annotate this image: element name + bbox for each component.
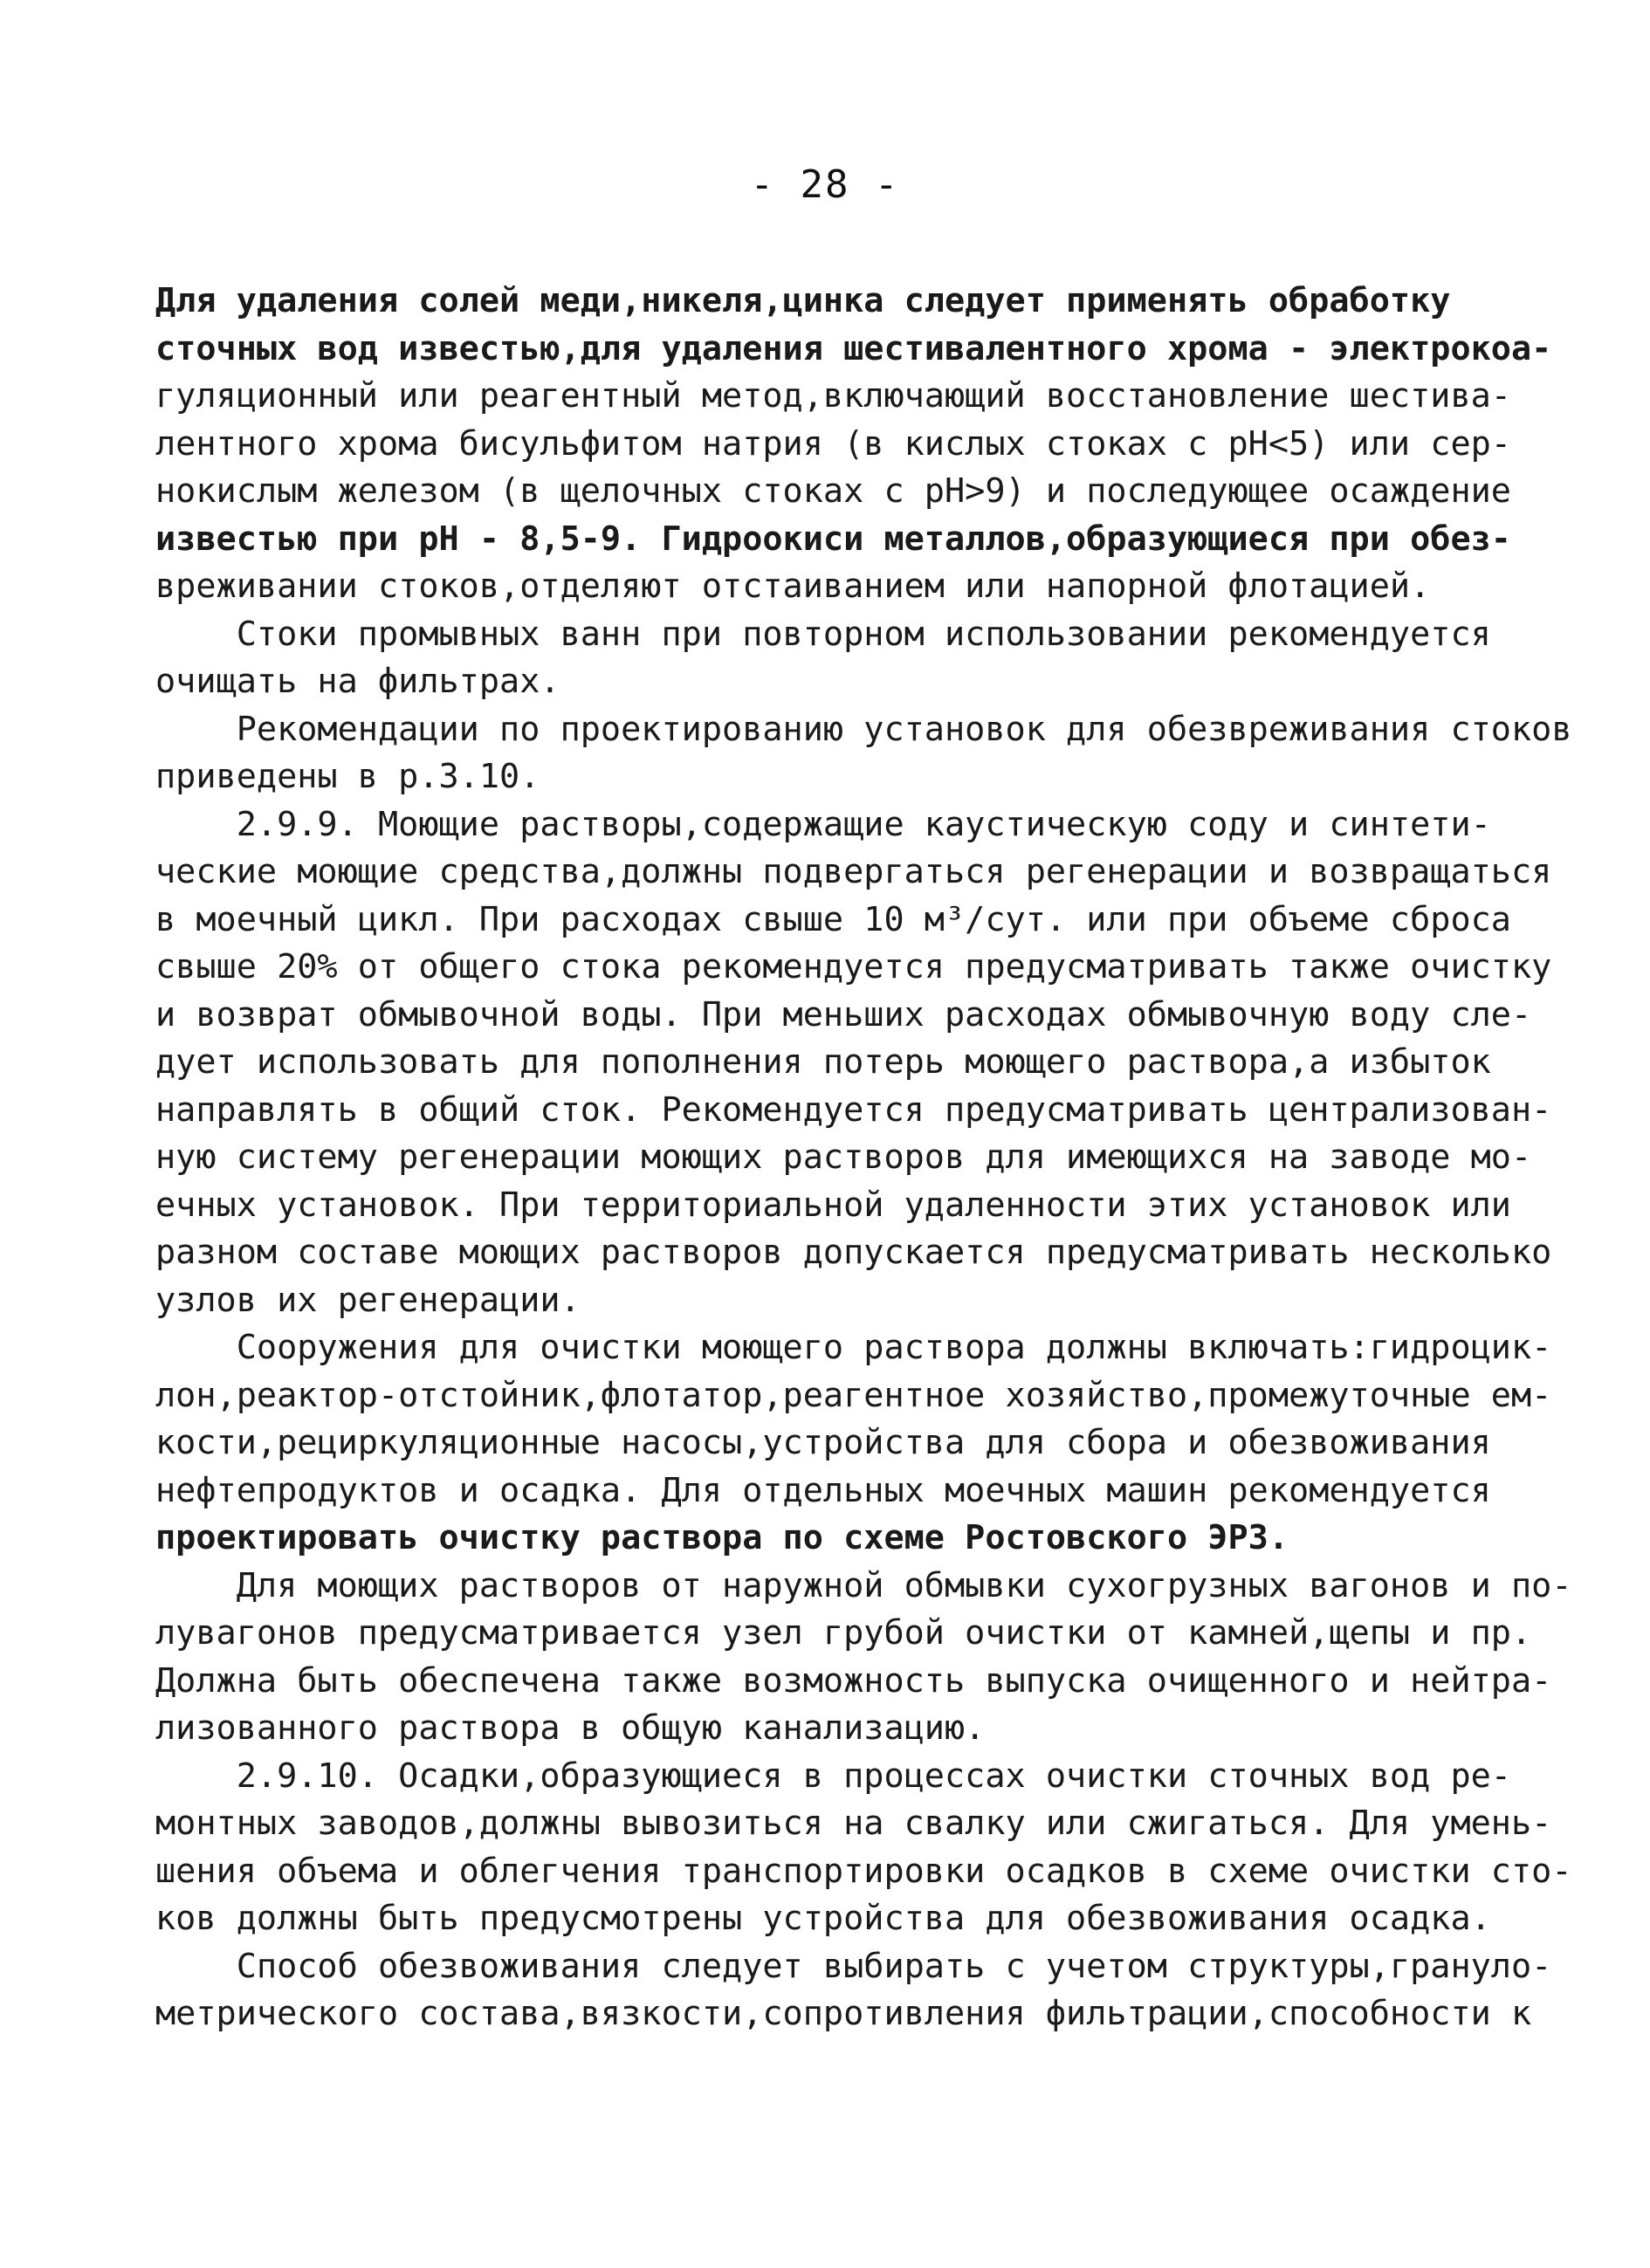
text-line: свыше 20% от общего стока рекомендуется предусматривать также очистку	[155, 947, 1552, 986]
text-line: кости,рециркуляционные насосы,устройства для сбора и обезвоживания	[155, 1423, 1491, 1462]
text-line: ков должны быть предусмотрены устройства для обезвоживания осадка.	[155, 1899, 1491, 1938]
text-line: нокислым железом (в щелочных стоках с рН>9) и последующее осаждение	[155, 471, 1511, 511]
text-line: в моечный цикл. При расходах свыше 10 м³/сут. или при объеме сброса	[155, 899, 1511, 939]
text-line: Стоки промывных ванн при повторном использовании рекомендуется	[155, 614, 1491, 654]
text-line: лентного хрома бисульфитом натрия (в кислых стоках с рН<5) или сер-	[155, 423, 1511, 464]
text-line: 2.9.9. Моющие растворы,содержащие каустическую соду и синтети-	[155, 804, 1491, 844]
text-line: ечных установок. При территориальной удаленности этих установок или	[155, 1185, 1511, 1225]
text-line: метрического состава,вязкости,сопротивления фильтрации,способности к	[155, 1994, 1532, 2033]
text-line: монтных заводов,должны вывозиться на свалку или сжигаться. Для умень-	[155, 1804, 1552, 1843]
text-line: ческие моющие средства,должны подвергаться регенерации и возвращаться	[155, 852, 1552, 891]
text-line: Сооружения для очистки моющего раствора должны включать:гидроцик-	[155, 1328, 1552, 1367]
text-line: проектировать очистку раствора по схеме Ростовского ЭРЗ.	[155, 1518, 1289, 1557]
text-line: известью при рН - 8,5-9. Гидроокиси металлов,образующиеся при обез-	[155, 519, 1511, 559]
text-line: Рекомендации по проектированию установок для обезвреживания стоков	[155, 709, 1572, 749]
text-line: Способ обезвоживания следует выбирать с учетом структуры,грануло-	[155, 1946, 1552, 1986]
text-line: Должна быть обеспечена также возможность выпуска очищенного и нейтра-	[155, 1660, 1552, 1701]
body-text	[155, 278, 1572, 2038]
text-line: дует использовать для пополнения потерь моющего раствора,а избыток	[155, 1042, 1491, 1082]
text-line: узлов их регенерации.	[155, 1280, 581, 1320]
text-line: разном составе моющих растворов допускается предусматривать несколько	[155, 1233, 1552, 1272]
text-line: и возврат обмывочной воды. При меньших расходах обмывочную воду сле-	[155, 994, 1532, 1034]
text-line: лон,реактор-отстойник,флотатор,реагентное хозяйство,промежуточные ем-	[155, 1375, 1552, 1415]
text-line: шения объема и облегчения транспортировки осадков в схеме очистки сто-	[155, 1851, 1572, 1891]
page-number: - 28 -	[750, 162, 900, 207]
text-line: очищать на фильтрах.	[155, 662, 560, 701]
text-line: лизованного раствора в общую канализацию.	[155, 1708, 986, 1748]
text-line: нефтепродуктов и осадка. Для отдельных моечных машин рекомендуется	[155, 1470, 1491, 1510]
text-line: лувагонов предусматривается узел грубой очистки от камней,щепы и пр.	[155, 1613, 1532, 1653]
text-line: гуляционный или реагентный метод,включающий восстановление шестива-	[155, 376, 1511, 416]
text-line: приведены в р.3.10.	[155, 757, 540, 796]
text-line: направлять в общий сток. Рекомендуется предусматривать централизован-	[155, 1089, 1552, 1130]
text-line: 2.9.10. Осадки,образующиеся в процессах очистки сточных вод ре-	[155, 1756, 1511, 1796]
text-line: Для удаления солей меди,никеля,цинка следует применять обработку	[155, 281, 1451, 320]
text-line: Для моющих растворов от наружной обмывки сухогрузных вагонов и по-	[155, 1565, 1572, 1605]
text-line: ную систему регенерации моющих растворов для имеющихся на заводе мо-	[155, 1137, 1532, 1177]
text-line: сточных вод известью,для удаления шестивалентного хрома - электрокоа-	[155, 328, 1552, 368]
text-line: вреживании стоков,отделяют отстаиванием или напорной флотацией.	[155, 567, 1431, 606]
